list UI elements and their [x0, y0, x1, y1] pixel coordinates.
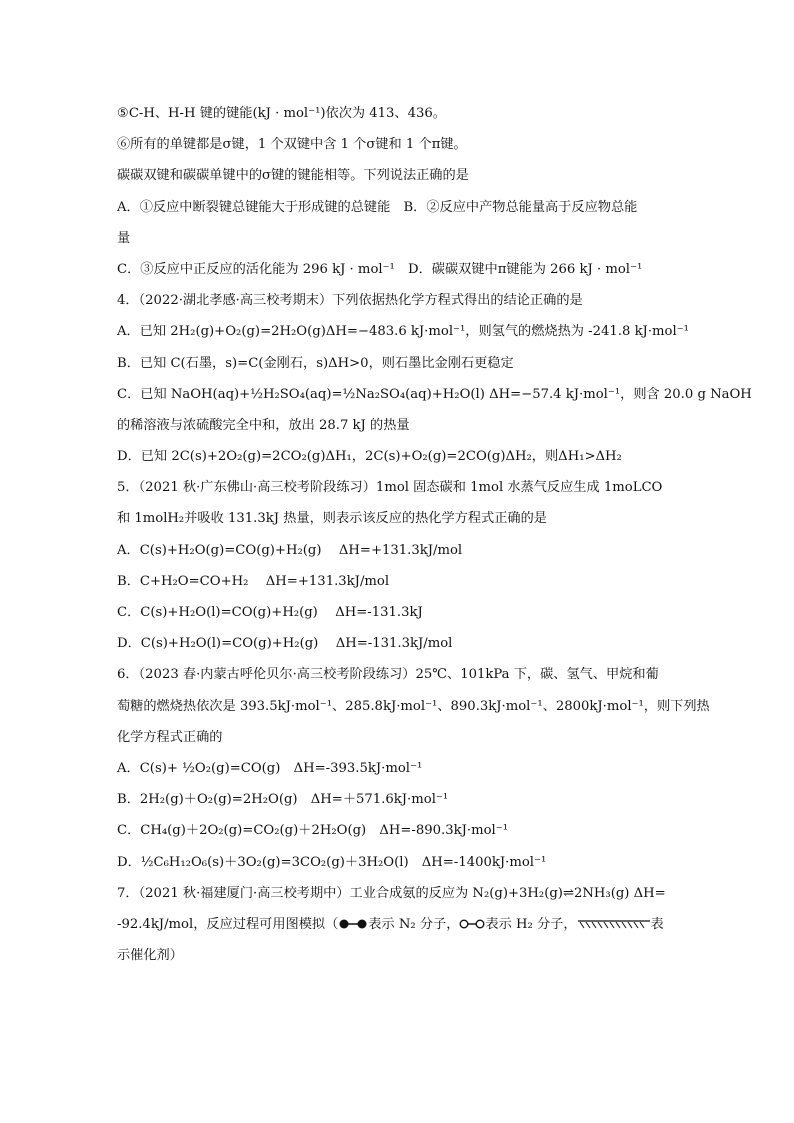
text-line: 的稀溶液与浓硫酸完全中和，放出 28.7 kJ 的热量: [117, 417, 410, 433]
h2-legend-text: 表示 H₂ 分子，: [485, 916, 577, 932]
n2-legend-text: 表示 N₂ 分子，: [368, 916, 460, 932]
text-line: 示催化剂）: [117, 948, 183, 964]
catalyst-legend-text: 表: [650, 916, 664, 932]
option-d: D．½C₆H₁₂O₆(s)＋3O₂(g)=3CO₂(g)＋3H₂O(l) ΔH=-1400kJ·mol⁻¹: [117, 854, 547, 870]
option-a: A．C(s)+ ½O₂(g)=CO(g) ΔH=-393.5kJ·mol⁻¹: [117, 760, 423, 776]
option-c: C．CH₄(g)＋2O₂(g)=CO₂(g)＋2H₂O(g) ΔH=-890.3kJ·mol⁻¹: [117, 823, 509, 839]
text-line: 和 1molH₂并吸收 131.3kJ 热量，则表示该反应的热化学方程式正确的是: [117, 511, 547, 527]
option-c: C．C(s)+H₂O(l)=CO(g)+H₂(g) ΔH=-131.3kJ: [117, 605, 423, 620]
option-a: A．C(s)+H₂O(g)=CO(g)+H₂(g) ΔH=+131.3kJ/mol: [117, 542, 463, 558]
legend-prefix: -92.4kJ/mol，反应过程可用图模拟（: [117, 916, 339, 932]
legend-line: [117, 909, 687, 940]
text-line: 量: [117, 230, 131, 246]
text-line: ⑤C-H、H-H 键的键能(kJ · mol⁻¹)依次为 413、436。: [117, 106, 446, 121]
n2-molecule-icon: [338, 918, 368, 930]
text-line: 萄糖的燃烧热依次是 393.5kJ·mol⁻¹、285.8kJ·mol⁻¹、890.3kJ·mol⁻¹、2800kJ·mol⁻¹，则下列热: [117, 698, 710, 714]
text-line: 碳碳双键和碳碳单键中的σ键的键能相等。下列说法正确的是: [117, 168, 469, 184]
h2-molecule-icon: [459, 918, 485, 930]
option-a: A．已知 2H₂(g)+O₂(g)=2H₂O(g)ΔH=−483.6 kJ·mol⁻¹，则氢气的燃烧热为 -241.8 kJ·mol⁻¹: [117, 324, 689, 340]
question-5-stem: 5．（2021 秋·广东佛山·高三校考阶段练习）1mol 固态碳和 1mol 水蒸气反应生成 1moLCO: [117, 480, 663, 496]
option-row: A．①反应中断裂键总键能大于形成键的总键能 B．②反应中产物总能量高于反应物总能: [117, 199, 638, 215]
option-b: B．2H₂(g)＋O₂(g)=2H₂O(g) ΔH=＋571.6kJ·mol⁻¹: [117, 792, 449, 808]
option-row: C．③反应中正反应的活化能为 296 kJ · mol⁻¹ D．碳碳双键中π键能为 266 kJ · mol⁻¹: [117, 261, 643, 277]
catalyst-surface-icon: [577, 918, 651, 930]
question-7-stem: 7．（2021 秋·福建厦门·高三校考期中）工业合成氨的反应为 N₂(g)+3H₂(g)⇌2NH₃(g) ΔH=: [117, 885, 666, 901]
option-d: D．C(s)+H₂O(l)=CO(g)+H₂(g) ΔH=-131.3kJ/mol: [117, 636, 453, 652]
text-line: ⑥所有的单键都是σ键，1 个双键中含 1 个σ键和 1 个π键。: [117, 137, 467, 153]
option-b: B．已知 C(石墨，s)=C(金刚石，s)ΔH>0，则石墨比金刚石更稳定: [117, 355, 514, 371]
option-c: C．已知 NaOH(aq)+½H₂SO₄(aq)=½Na₂SO₄(aq)+H₂O(l) ΔH=−57.4 kJ·mol⁻¹，则含 20.0 g NaOH: [117, 386, 752, 402]
option-d: D．已知 2C(s)+2O₂(g)=2CO₂(g)ΔH₁，2C(s)+O₂(g)=2CO(g)ΔH₂，则ΔH₁>ΔH₂: [117, 449, 622, 465]
text-line: 化学方程式正确的: [117, 729, 223, 745]
option-b: B．C+H₂O=CO+H₂ ΔH=+131.3kJ/mol: [117, 573, 390, 589]
question-4-stem: 4．（2022·湖北孝感·高三校考期末）下列依据热化学方程式得出的结论正确的是: [117, 293, 583, 309]
document-body: [117, 98, 752, 971]
question-6-stem: 6．（2023 春·内蒙古呼伦贝尔·高三校考阶段练习）25℃、101kPa 下，碳、氢气、甲烷和葡: [117, 667, 659, 683]
